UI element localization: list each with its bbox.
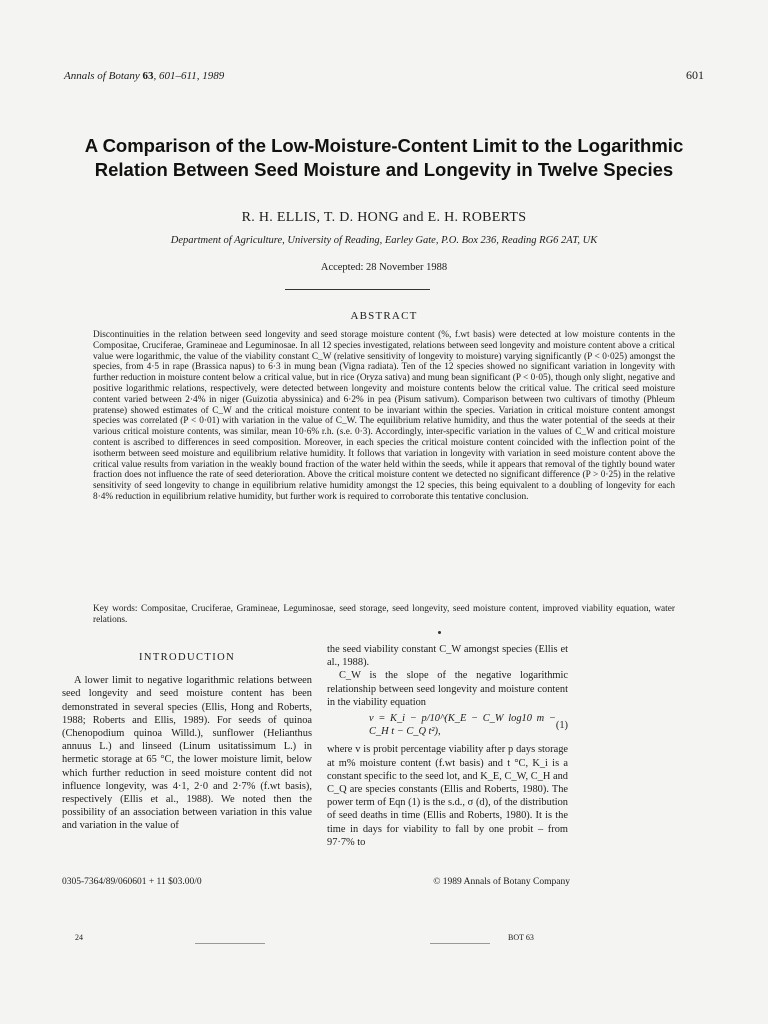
equation-1: [327, 712, 568, 738]
footer-code: 0305-7364/89/060601 + 11 $03.00/0: [62, 877, 202, 887]
keywords: Key words: Compositae, Cruciferae, Gramineae, Leguminosae, seed storage, seed longevity, seed moisture content, improved viability equation, water relations.: [93, 604, 675, 625]
page-number: 601: [686, 68, 704, 82]
authors: R. H. ELLIS, T. D. HONG and E. H. ROBERTS: [241, 210, 527, 225]
abstract-text: Discontinuities in the relation between seed longevity and seed storage moisture content (%, f.wt basis) were detected at low moisture contents in the Compositae, Cruciferae, Gramineae and Leguminosae. In all 12 species investigated, relations between seed longevity and moisture content above a critical value were logarithmic, the value of the viability constant C_W (relative sensitivity of longevity to moisture) varying significantly (P < 0·025) amongst the species, from 4·5 in rape (Brassica napus) to 6·3 in mung bean (Vigna radiata). Ten of the 12 species showed no significant variation in longevity with further reduction in moisture content below a critical value, but in rice (Oryza sativa) and mung bean significant (P < 0·05), though only slight, negative and positive logarithmic relations, respectively, were detected between longevity and moisture contents below the critical value. The critical seed moisture content varied between 2·4% in niger (Guizotia abyssinica) and 6·2% in pea (Pisum sativum). Comparison between two cultivars of timothy (Phleum pratense) showed estimates of C_W and the critical moisture content to be invariant within the species. Variation in critical moisture content amongst species was correlated (P < 0·01) with variation in the value of C_W. The equilibrium relative humidity, and thus the water potential of the seeds at their various critical moisture contents, was similar, mean 10·6% r.h. (s.e. 0·3). Accordingly, inter-specific variation in the values of C_W and critical moisture content is ascribed to differences in seed composition. Moreover, in each species the critical moisture content coincided with the inflection point of the isotherm between seed moisture and equilibrium relative humidity. It follows that variation in longevity with variation in seed moisture content above the critical value results from variation in the weakly bound fraction of the water held within the seeds, while it appears that removal of the tightly bound water fraction does not influence the rate of seed deterioration. Above the critical moisture content we detected no significant difference (P > 0·25) in the relative sensitivity of seed longevity to change in equilibrium relative humidity amongst the 12 species, this being equivalent to a doubling of longevity for each 8·4% reduction in equilibrium relative humidity, but further work is required to corroborate this tentative conclusion.: [93, 330, 675, 502]
speck: [438, 631, 441, 634]
introduction-heading: INTRODUCTION: [138, 652, 236, 663]
accepted-date: Accepted: 28 November 1988: [320, 262, 448, 273]
affiliation: Department of Agriculture, University of Reading, Earley Gate, P.O. Box 236, Reading RG6 2AT, UK: [170, 235, 598, 246]
signature-right: BOT 63: [508, 933, 534, 942]
right-column: [327, 643, 568, 849]
signature-left: 24: [75, 933, 83, 942]
paragraph: where v is probit percentage viability after p days storage at m% moisture content (f.wt basis) and t °C, K_i is a constant specific to the seed lot, and K_E, C_W, C_H and C_Q are species constants (Ellis and Roberts, 1980). The power term of Eqn (1) is the s.d., σ (d), of the distribution of seed deaths in time (Ellis and Roberts, 1980). It is the time in days for viability to fall by one probit – from 97·7% to: [327, 744, 568, 848]
copyright: © 1989 Annals of Botany Company: [433, 877, 570, 887]
running-head: [64, 68, 704, 83]
paragraph: C_W is the slope of the negative logarithmic relationship between seed longevity and moisture content in the viability equation: [327, 670, 568, 708]
paragraph: the seed viability constant C_W amongst species (Ellis et al., 1988).: [327, 644, 568, 669]
equation-number: (1): [555, 719, 568, 731]
divider: [285, 289, 430, 290]
abstract-heading: ABSTRACT: [350, 310, 418, 322]
citation: Annals of Botany 63, 601–611, 1989: [64, 70, 225, 82]
scan-mark: [195, 943, 265, 944]
article-title: A Comparison of the Low-Moisture-Content Limit to the Logarithmic Relation Between Seed Moisture and Longevity in Twelve Species: [84, 135, 684, 180]
intro-paragraph: A lower limit to negative logarithmic relations between seed longevity and seed moisture content has been demonstrated in several species (Ellis, Hong and Roberts, 1988; Roberts and Ellis, 1989). For seeds of quinoa (Chenopodium quinoa Willd.), sunflower (Helianthus annuus L.) and linseed (Linum usitatissimum L.) in hermetic storage at 65 °C, the lower moisture limit, below which further reduction in seed moisture content did not influence longevity, was 4·1, 2·0 and 2·7% (f.wt basis), respectively (Ellis et al., 1988). We noted then the possibility of an association between variation in this value and variation in the value of: [62, 675, 312, 832]
scan-mark: [430, 943, 490, 944]
left-column: [62, 645, 312, 833]
equation-body: v = K_i − p/10^(K_E − C_W log10 m − C_H t − C_Q t²),: [369, 713, 556, 738]
